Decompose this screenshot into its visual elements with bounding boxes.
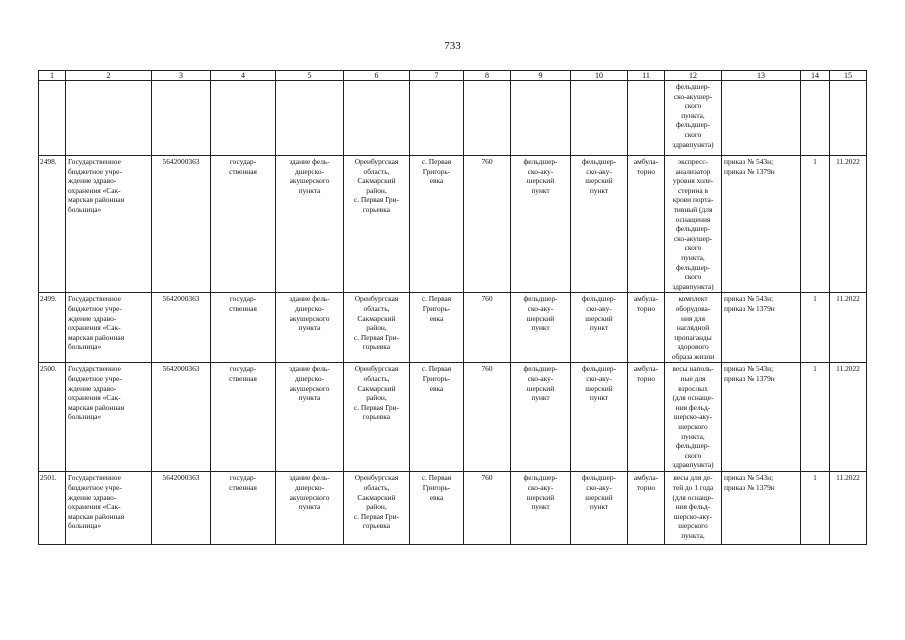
settlement: с. Первая Григорь- евка <box>410 472 464 545</box>
row-number: 2501. <box>39 472 66 545</box>
address: Оренбургская область, Сакмарский район, с. Первая Гри- горьевка <box>344 363 410 472</box>
column-number-row <box>39 71 867 81</box>
equipment-name: экспресс- анализатор уровня холе- стерина в крови порта- тивный (для оснащения фельдшер- ско-акушер- ского пункта, фельдшер- ского здравпункта) <box>665 156 722 293</box>
column-number: 2 <box>66 71 152 81</box>
equipment-name: весы наполь- ные для взрослых (для оснаще- ния фельд- шерско-аку- шерского пункта, фельдшер- ского здравпункта) <box>665 363 722 472</box>
column-number: 11 <box>628 71 665 81</box>
facility-subtype: фельдшер- ско-аку- шерский пункт <box>571 156 628 293</box>
institution-name <box>66 81 152 156</box>
care-condition: амбула- торно <box>628 472 665 545</box>
table-row <box>39 81 867 156</box>
row-number <box>39 81 66 156</box>
table-row <box>39 293 867 363</box>
facility-type <box>511 81 571 156</box>
ownership-form: государ- ственная <box>211 293 276 363</box>
institution-name: Государственное бюджетное учре- ждение здраво- охранения «Сак- марская районная больница» <box>66 293 152 363</box>
row-number: 2498. <box>39 156 66 293</box>
column-number: 14 <box>801 71 830 81</box>
address: Оренбургская область, Сакмарский район, с. Первая Гри- горьевка <box>344 293 410 363</box>
equipment-name: весы для де- тей до 1 года (для оснаще- ния фельд- шерско-аку- шерского пункта, <box>665 472 722 545</box>
quantity <box>801 81 830 156</box>
address <box>344 81 410 156</box>
column-number: 1 <box>39 71 66 81</box>
inn: 5642000363 <box>152 472 211 545</box>
delivery-date: 11.2022 <box>830 363 867 472</box>
facility-type: фельдшер- ско-аку- шерский пункт <box>511 156 571 293</box>
population: 760 <box>464 363 511 472</box>
facility-type: фельдшер- ско-аку- шерский пункт <box>511 293 571 363</box>
facility-type: фельдшер- ско-аку- шерский пункт <box>511 363 571 472</box>
column-number: 8 <box>464 71 511 81</box>
table-row <box>39 472 867 545</box>
delivery-date: 11.2022 <box>830 293 867 363</box>
population: 760 <box>464 293 511 363</box>
facility-type: фельдшер- ско-аку- шерский пункт <box>511 472 571 545</box>
address: Оренбургская область, Сакмарский район, с. Первая Гри- горьевка <box>344 156 410 293</box>
column-number: 3 <box>152 71 211 81</box>
regulation: приказ № 543н; приказ № 1379н <box>722 156 801 293</box>
table-row <box>39 363 867 472</box>
delivery-date: 11.2022 <box>830 472 867 545</box>
equipment-name: комплект оборудова- ния для наглядной пропаганды здорового образа жизни <box>665 293 722 363</box>
inn: 5642000363 <box>152 363 211 472</box>
column-number: 10 <box>571 71 628 81</box>
building-type: здание фель- дшерско- акушерского пункта <box>276 363 344 472</box>
quantity: 1 <box>801 156 830 293</box>
page-number: 733 <box>444 40 461 52</box>
building-type: здание фель- дшерско- акушерского пункта <box>276 293 344 363</box>
population <box>464 81 511 156</box>
settlement <box>410 81 464 156</box>
facility-subtype: фельдшер- ско-аку- шерский пункт <box>571 293 628 363</box>
delivery-date: 11.2022 <box>830 156 867 293</box>
row-number: 2499. <box>39 293 66 363</box>
facility-subtype: фельдшер- ско-аку- шерский пункт <box>571 363 628 472</box>
care-condition: амбула- торно <box>628 363 665 472</box>
building-type <box>276 81 344 156</box>
inn: 5642000363 <box>152 293 211 363</box>
column-number: 7 <box>410 71 464 81</box>
institution-name: Государственное бюджетное учре- ждение здраво- охранения «Сак- марская районная больница» <box>66 363 152 472</box>
column-number: 15 <box>830 71 867 81</box>
facility-subtype <box>571 81 628 156</box>
building-type: здание фель- дшерско- акушерского пункта <box>276 156 344 293</box>
settlement: с. Первая Григорь- евка <box>410 363 464 472</box>
regulation <box>722 81 801 156</box>
care-condition <box>628 81 665 156</box>
regulation: приказ № 543н; приказ № 1379н <box>722 293 801 363</box>
column-number: 4 <box>211 71 276 81</box>
settlement: с. Первая Григорь- евка <box>410 156 464 293</box>
facility-subtype: фельдшер- ско-аку- шерский пункт <box>571 472 628 545</box>
column-number: 9 <box>511 71 571 81</box>
column-number: 12 <box>665 71 722 81</box>
ownership-form: государ- ственная <box>211 363 276 472</box>
population: 760 <box>464 472 511 545</box>
equipment-name: фельдшер- ско-акушер- ского пункта, фельдшер- ского здравпункта) <box>665 81 722 156</box>
quantity: 1 <box>801 293 830 363</box>
care-condition: амбула- торно <box>628 293 665 363</box>
ownership-form: государ- ственная <box>211 472 276 545</box>
building-type: здание фель- дшерско- акушерского пункта <box>276 472 344 545</box>
table-row <box>39 156 867 293</box>
ownership-form: государ- ственная <box>211 156 276 293</box>
column-number: 13 <box>722 71 801 81</box>
inn: 5642000363 <box>152 156 211 293</box>
quantity: 1 <box>801 472 830 545</box>
row-number: 2500. <box>39 363 66 472</box>
delivery-date <box>830 81 867 156</box>
registry-table <box>38 70 867 545</box>
institution-name: Государственное бюджетное учре- ждение здраво- охранения «Сак- марская районная больница» <box>66 472 152 545</box>
care-condition: амбула- торно <box>628 156 665 293</box>
population: 760 <box>464 156 511 293</box>
institution-name: Государственное бюджетное учре- ждение здраво- охранения «Сак- марская районная больница» <box>66 156 152 293</box>
column-number: 5 <box>276 71 344 81</box>
settlement: с. Первая Григорь- евка <box>410 293 464 363</box>
quantity: 1 <box>801 363 830 472</box>
address: Оренбургская область, Сакмарский район, с. Первая Гри- горьевка <box>344 472 410 545</box>
inn <box>152 81 211 156</box>
regulation: приказ № 543н; приказ № 1379н <box>722 363 801 472</box>
ownership-form <box>211 81 276 156</box>
column-number: 6 <box>344 71 410 81</box>
regulation: приказ № 543н; приказ № 1379н <box>722 472 801 545</box>
